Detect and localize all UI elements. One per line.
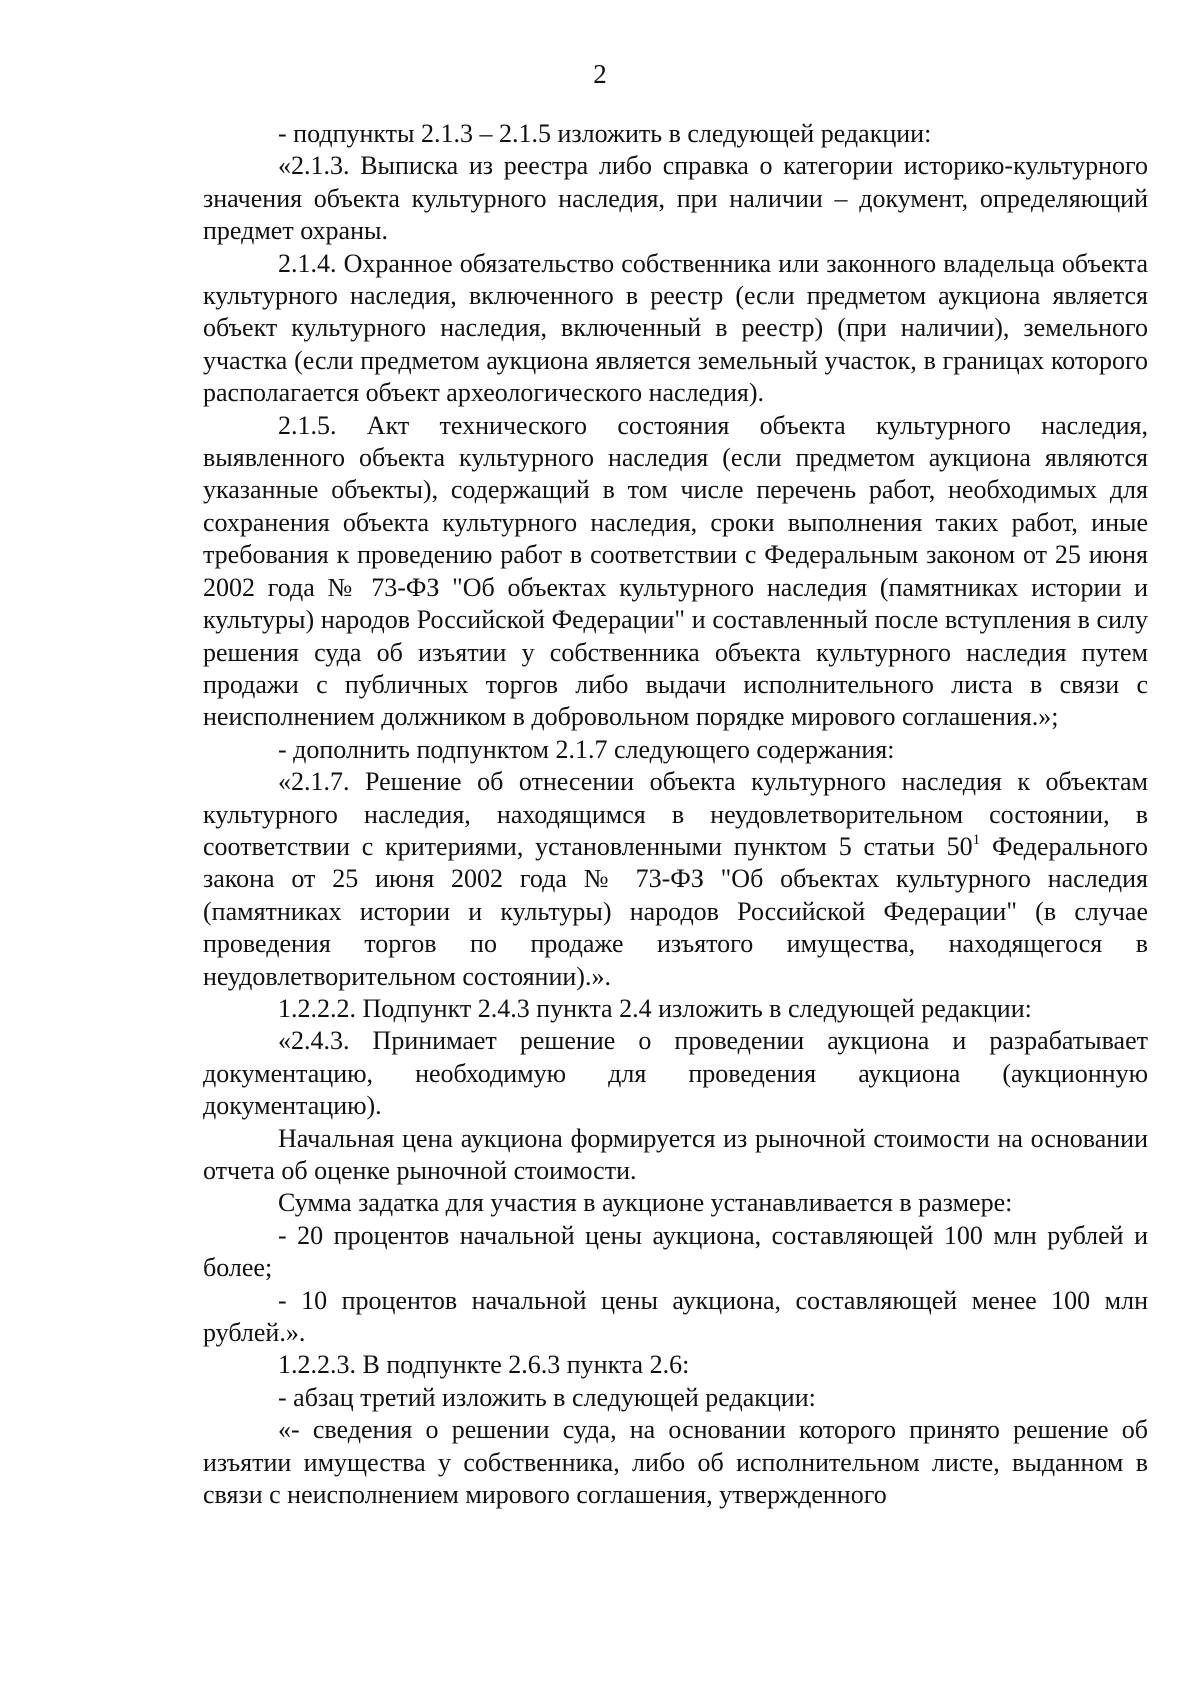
superscript: 1 bbox=[972, 831, 981, 848]
paragraph-2-1-7 bbox=[203, 766, 1148, 993]
paragraph: - 10 процентов начальной цены аукциона, составляющей менее 100 млн рублей.». bbox=[203, 1285, 1148, 1348]
paragraph: - дополнить подпунктом 2.1.7 следующего содержания: bbox=[278, 734, 895, 764]
document-body bbox=[203, 118, 1148, 1511]
paragraph: 1.2.2.3. В подпункте 2.6.3 пункта 2.6: bbox=[278, 1350, 690, 1380]
page-number: 2 bbox=[593, 59, 607, 89]
paragraph: Начальная цена аукциона формируется из рыночной стоимости на основании отчета об оценке рыночной стоимости. bbox=[203, 1123, 1148, 1185]
paragraph: 2.1.4. Охранное обязательство собственника или законного владельца объекта культурного наследия, включенного в реестр (если предметом аукциона является объект культурного наследия, включенный в реестр) (при наличии), земельного участка (если предметом аукциона является земельный участок, в границах которого располагается объект археологического наследия). bbox=[203, 248, 1148, 408]
paragraph: 1.2.2.2. Подпункт 2.4.3 пункта 2.4 изложить в следующей редакции: bbox=[278, 993, 1032, 1023]
paragraph: «2.1.3. Выписка из реестра либо справка о категории историко-культурного значения объекта культурного наследия, при наличии – документ, определяющий предмет охраны. bbox=[203, 151, 1148, 246]
paragraph: - 20 процентов начальной цены аукциона, составляющей 100 млн рублей и более; bbox=[203, 1220, 1148, 1283]
paragraph: - подпункты 2.1.3 – 2.1.5 изложить в следующей редакции: bbox=[278, 119, 932, 148]
paragraph: «2.4.3. Принимает решение о проведении аукциона и разрабатывает документацию, необходимую для проведения аукциона (аукционную документацию). bbox=[203, 1026, 1148, 1121]
paragraph: Сумма задатка для участия в аукционе устанавливается в размере: bbox=[278, 1188, 1013, 1218]
paragraph: - абзац третий изложить в следующей редакции: bbox=[278, 1382, 816, 1412]
paragraph: 2.1.5. Акт технического состояния объекта культурного наследия, выявленного объекта культурного наследия (если предметом аукциона являются указанные объекты), содержащий в том числе перечень работ, необходимых для сохранения объекта культурного наследия, сроки выполнения таких работ, иные требования к проведению работ в соответствии с Федеральным законом от 25 июня 2002 года № 73-ФЗ "Об объектах культурного наследия (памятниках истории и культуры) народов Российской Федерации" и составленный после вступления в силу решения суда об изъятии у собственника объекта культурного наследия путем продажи с публичных торгов либо выдачи исполнительного листа в связи с неисполнением должником в добровольном порядке мирового соглашения.»; bbox=[203, 410, 1148, 732]
paragraph-text: «2.1.7. Решение об отнесении объекта культурного наследия к объектам культурного наследия, находящимся в неудовлетворительном состоянии, в соответствии с критериями, установленными пунктом 5 статьи 50 bbox=[203, 767, 1148, 861]
paragraph: «- сведения о решении суда, на основании которого принято решение об изъятии имущества у собственника, либо об исполнительном листе, выданном в связи с неисполнением мирового соглашения, утвержденного bbox=[203, 1415, 1148, 1510]
paragraph-text: Федерального закона от 25 июня 2002 года № 73-ФЗ "Об объектах культурного наследия (памятниках истории и культуры) народов Российской Федерации" (в случае проведения торгов по продаже изъятого имущества, находящегося в неудовлетворительном состоянии).». bbox=[203, 831, 1148, 991]
